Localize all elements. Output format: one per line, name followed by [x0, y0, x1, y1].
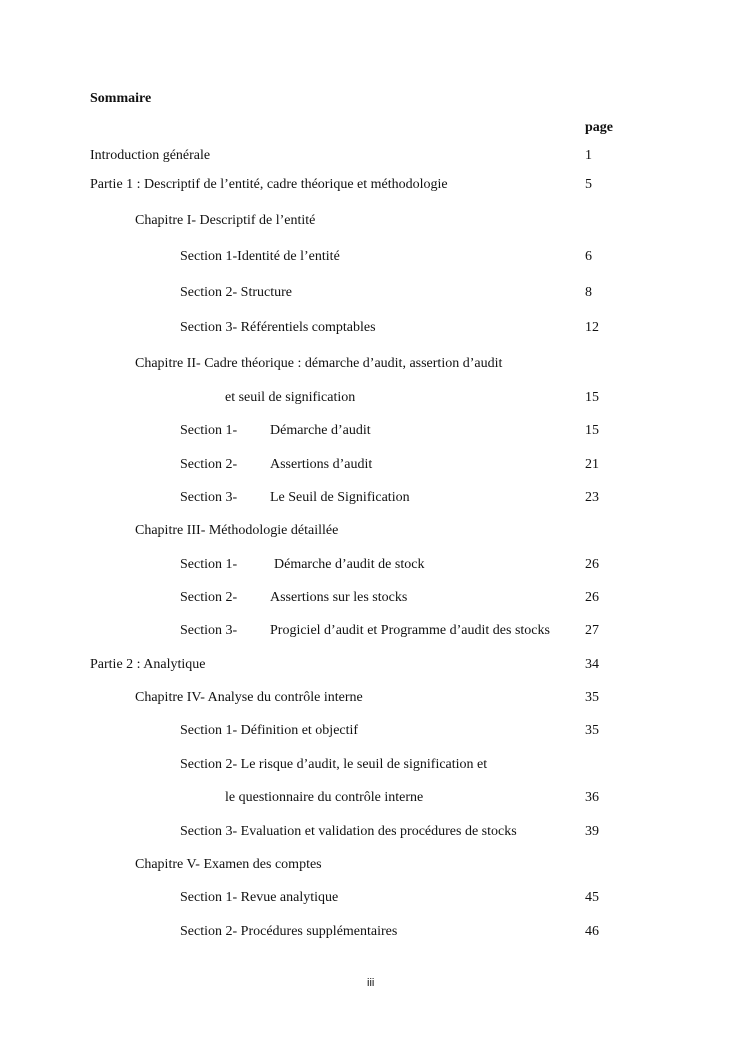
toc-entry-label: Partie 1 : Descriptif de l’entité, cadre théorique et méthodologie [90, 177, 448, 192]
toc-entry-page: 27 [585, 623, 599, 638]
toc-entry-page: 5 [585, 177, 592, 192]
page-column-header: page [585, 120, 613, 135]
toc-entry-label: Démarche d’audit [270, 423, 371, 438]
toc-entry-label: Section 2- Le risque d’audit, le seuil de signification et [180, 757, 488, 772]
toc-entry-page: 46 [585, 924, 599, 939]
toc-entry-label: Section 1- Définition et objectif [180, 723, 359, 738]
toc-entry-page: 1 [585, 148, 592, 163]
toc-entry-number: Section 2- [180, 457, 238, 472]
toc-entry-label: Section 3- Référentiels comptables [180, 320, 376, 335]
toc-entry-number: Section 2- [180, 590, 238, 605]
toc-entry-label: Section 1- Revue analytique [180, 890, 339, 905]
page-number-footer: iii [367, 977, 375, 989]
toc-entry-label-continued: le questionnaire du contrôle interne [225, 790, 424, 805]
toc-entry-page: 12 [585, 320, 599, 335]
toc-entry-label: Introduction générale [90, 148, 211, 163]
toc-entry-page: 21 [585, 457, 599, 472]
toc-entry-page: 23 [585, 490, 599, 505]
toc-entry-label: Assertions sur les stocks [270, 590, 408, 605]
toc-entry-number: Section 1- [180, 557, 238, 572]
toc-entry-label: Section 1-Identité de l’entité [180, 249, 340, 264]
toc-entry-label: Le Seuil de Signification [270, 490, 410, 505]
toc-entry-page: 15 [585, 423, 599, 438]
toc-entry-label: Section 2- Procédures supplémentaires [180, 924, 398, 939]
toc-entry-label: Chapitre I- Descriptif de l’entité [135, 213, 316, 228]
toc-entry-page: 35 [585, 690, 599, 705]
toc-entry-label: Assertions d’audit [270, 457, 373, 472]
toc-entry-page: 26 [585, 557, 599, 572]
toc-entry-number: Section 3- [180, 623, 238, 638]
toc-entry-page: 6 [585, 249, 592, 264]
toc-entry-label: Section 3- Evaluation et validation des procédures de stocks [180, 824, 517, 839]
toc-entry-label: Démarche d’audit de stock [274, 557, 425, 572]
toc-entry-label: Section 2- Structure [180, 285, 292, 300]
toc-entry-page: 39 [585, 824, 599, 839]
toc-entry-page: 35 [585, 723, 599, 738]
toc-entry-label: Chapitre III- Méthodologie détaillée [135, 523, 339, 538]
toc-entry-page: 36 [585, 790, 599, 805]
toc-entry-number: Section 1- [180, 423, 238, 438]
toc-entry-label-continued: et seuil de signification [225, 390, 356, 405]
toc-entry-page: 34 [585, 657, 599, 672]
toc-entry-page: 26 [585, 590, 599, 605]
toc-entry-label: Chapitre V- Examen des comptes [135, 857, 322, 872]
toc-entry-number: Section 3- [180, 490, 238, 505]
toc-entry-page: 8 [585, 285, 592, 300]
toc-title: Sommaire [90, 91, 152, 106]
toc-entry-page: 45 [585, 890, 599, 905]
toc-entry-label: Progiciel d’audit et Programme d’audit des stocks [270, 623, 550, 638]
toc-entry-label: Chapitre IV- Analyse du contrôle interne [135, 690, 363, 705]
toc-entry-page: 15 [585, 390, 599, 405]
toc-entry-label: Chapitre II- Cadre théorique : démarche d’audit, assertion d’audit [135, 356, 503, 371]
toc-entry-label: Partie 2 : Analytique [90, 657, 206, 672]
